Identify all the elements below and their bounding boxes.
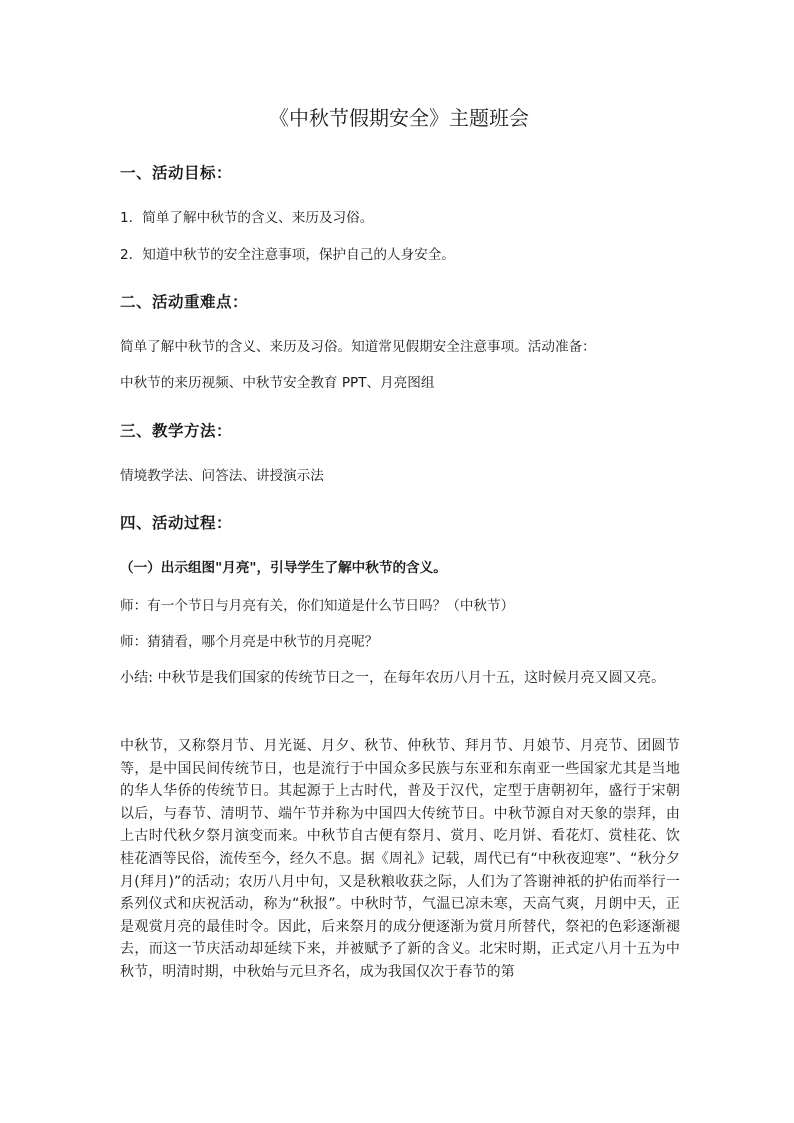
document-title: 《中秋节假期安全》主题班会 [269,106,529,130]
section-heading-goals: 一、活动目标： [120,164,233,182]
methods-text: 情境教学法、问答法、讲授演示法 [120,468,324,484]
preparation-text: 中秋节的来历视频、中秋节安全教育 PPT、月亮图组 [120,375,435,391]
section-heading-process: 四、活动过程： [120,514,233,532]
goal-item-1: 1．简单了解中秋节的含义、来历及习俗。 [120,210,374,226]
goal-item-2: 2．知道中秋节的安全注意事项，保护自己的人身安全。 [120,247,455,263]
key-points-text: 简单了解中秋节的含义、来历及习俗。知道常见假期安全注意事项。活动准备： [120,339,596,355]
mid-autumn-description: 中秋节，又称祭月节、月光诞、月夕、秋节、仲秋节、拜月节、月娘节、月亮节、团圆节等，是中国民间传统节日，也是流行于中国众多民族与东亚和东南亚一些国家尤其是当地的华人华侨的传统节日。其起源于上古时代，普及于汉代，定型于唐朝初年，盛行于宋朝以后，与春节、清明节、端午节并称为中国四大传统节日。中秋节源自对天象的崇拜，由上古时代秋夕祭月演变而来。中秋节自古便有祭月、赏月、吃月饼、看花灯、赏桂花、饮桂花酒等民俗，流传至今，经久不息。据《周礼》记载，周代已有“中秋夜迎寒”、“秋分夕月(拜月)”的活动；农历八月中旬，又是秋粮收获之际，人们为了答谢神祇的护佑而举行一系列仪式和庆祝活动，称为“秋报”。中秋时节，气温已凉未寒，天高气爽，月朗中天，正是观赏月亮的最佳时令。因此，后来祭月的成分便逐渐为赏月所替代，祭祀的色彩逐渐褪去，而这一节庆活动却延续下来，并被赋予了新的含义。北宋时期，正式定八月十五为中秋节，明清时期，中秋始与元旦齐名，成为我国仅次于春节的第 [120,738,680,980]
section-heading-methods: 三、教学方法： [120,422,233,440]
summary-paragraph: 小结: 中秋节是我们国家的传统节日之一，在每年农历八月十五，这时候月亮又圆又亮。 [120,670,666,686]
section-heading-key-points: 二、活动重难点： [120,293,249,311]
dialogue-line-2: 师：猜猜看，哪个月亮是中秋节的月亮呢？ [120,634,379,650]
dialogue-line-1: 师：有一个节日与月亮有关，你们知道是什么节日吗？（中秋节） [120,598,515,614]
process-subheading: （一）出示组图"月亮"，引导学生了解中秋节的含义。 [120,560,447,576]
